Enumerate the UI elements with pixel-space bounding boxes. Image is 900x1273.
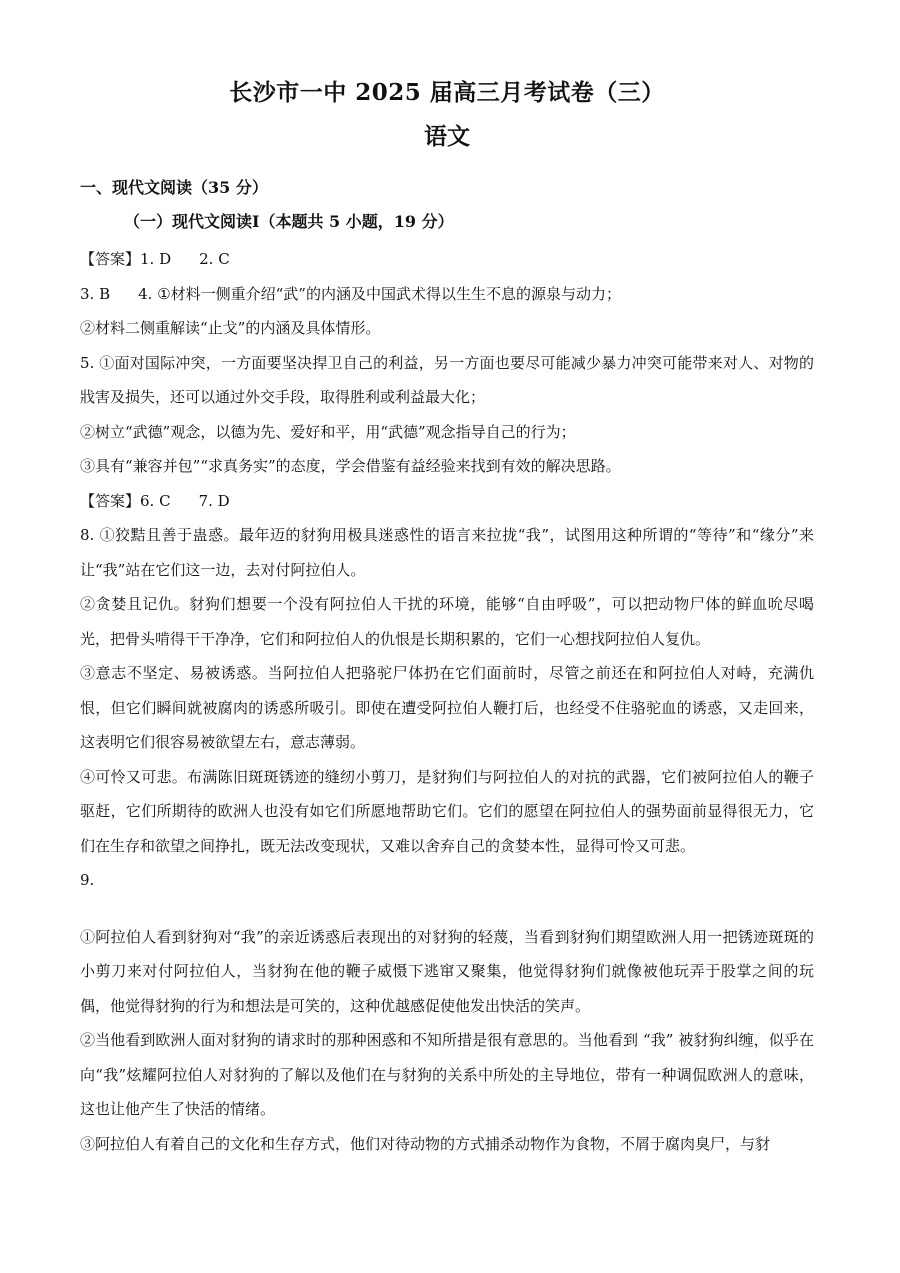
answer-6: 6. C <box>140 491 171 510</box>
answer-7: 7. D <box>198 491 230 510</box>
section-heading: 一、现代文阅读（35 分） <box>80 178 268 197</box>
answer-4-part-2: ②材料二侧重解读“止戈”的内涵及具体情形。 <box>80 319 381 337</box>
answer-line-3-4 <box>80 277 814 312</box>
answer-3: 3. B <box>80 284 111 303</box>
answer-9-point-2: ②当他看到欧洲人面对豺狗的请求时的那种困惑和不知所措是很有意思的。当他看到 “我” 被豺狗纠缠，似乎在向“我”炫耀阿拉伯人对豺狗的了解以及他们在与豺狗的关系中所处的主导地位，带有一种调侃欧洲人的意味，这也让他产生了快活的情绪。 <box>80 1031 814 1118</box>
answer-1: 1. D <box>140 250 172 268</box>
answer-9-point-3: ③阿拉伯人有着自己的文化和生存方式，他们对待动物的方式捕杀动物作为食物，不屑于腐肉臭尸，与豺 <box>80 1134 771 1153</box>
answer-8-point-3: ③意志不坚定、易被诱惑。当阿拉伯人把骆驼尸体扔在它们面前时，尽管之前还在和阿拉伯人对峙，充满仇恨，但它们瞬间就被腐肉的诱惑所吸引。即使在遭受阿拉伯人鞭打后，也经受不住骆驼血的诱惑，又走回来，这表明它们很容易被欲望左右，意志薄弱。 <box>80 664 814 751</box>
answer-2: 2. C <box>199 250 230 268</box>
question-9-number: 9. <box>80 871 95 889</box>
answer-5-point-3: ③具有“兼容并包”“求真务实”的态度，学会借鉴有益经验来找到有效的解决思路。 <box>80 457 621 475</box>
blank-space <box>80 898 814 920</box>
answer-9-point-1: ①阿拉伯人看到豺狗对“我”的亲近诱惑后表现出的对豺狗的轻蔑，当看到豺狗们期望欧洲人用一把锈迹斑斑的小剪刀来对付阿拉伯人，当豺狗在他的鞭子威慑下逃窜又聚集，他觉得豺狗们就像被他玩弄于股掌之间的玩偶，他觉得豺狗的行为和想法是可笑的，这种优越感促使他发出快活的笑声。 <box>80 927 814 1015</box>
sub-section-heading: （一）现代文阅读Ⅰ（本题共 5 小题，19 分） <box>124 212 454 231</box>
subject-title: 语文 <box>424 123 470 150</box>
answer-8-point-2: ②贪婪且记仇。豺狗们想要一个没有阿拉伯人干扰的环境，能够“自由呼吸”，可以把动物尸体的鲜血吮尽喝光，把骨头啃得干干净净，它们和阿拉伯人的仇恨是长期积累的，它们一心想找阿拉伯人复仇。 <box>80 595 814 648</box>
answer-line-1-2 <box>80 242 814 277</box>
answer-8-point-1: 8. ①狡黠且善于蛊惑。最年迈的豺狗用极具迷惑性的语言来拉拢“我”，试图用这种所谓的“等待”和“缘分”来让“我”站在它们这一边，去对付阿拉伯人。 <box>80 526 814 579</box>
answer-8-point-4: ④可怜又可悲。布满陈旧斑斑锈迹的缝纫小剪刀，是豺狗们与阿拉伯人的对抗的武器，它们被阿拉伯人的鞭子驱赶，它们所期待的欧洲人也没有如它们所愿地帮助它们。它们的愿望在阿拉伯人的强势面前显得很无力，它们在生存和欲望之间挣扎，既无法改变现状，又难以舍弃自己的贪婪本性，显得可怜又可悲。 <box>80 767 814 855</box>
answer-tag: 【答案】 <box>80 491 141 510</box>
exam-title: 长沙市一中 2025 届高三月考试卷（三） <box>229 79 665 106</box>
answer-tag: 【答案】 <box>80 250 141 268</box>
answer-5-point-1: 5. ①面对国际冲突，一方面要坚决捍卫自己的利益，另一方面也要尽可能减少暴力冲突可能带来对人、对物的戕害及损失，还可以通过外交手段，取得胜利或利益最大化； <box>80 353 814 406</box>
answer-5-point-2: ②树立“武德”观念，以德为先、爱好和平，用“武德”观念指导自己的行为； <box>80 422 576 441</box>
answer-line-6-7 <box>80 484 814 519</box>
answer-4: 4. ①材料一侧重介绍“武”的内涵及中国武术得以生生不息的源泉与动力； <box>138 284 621 303</box>
